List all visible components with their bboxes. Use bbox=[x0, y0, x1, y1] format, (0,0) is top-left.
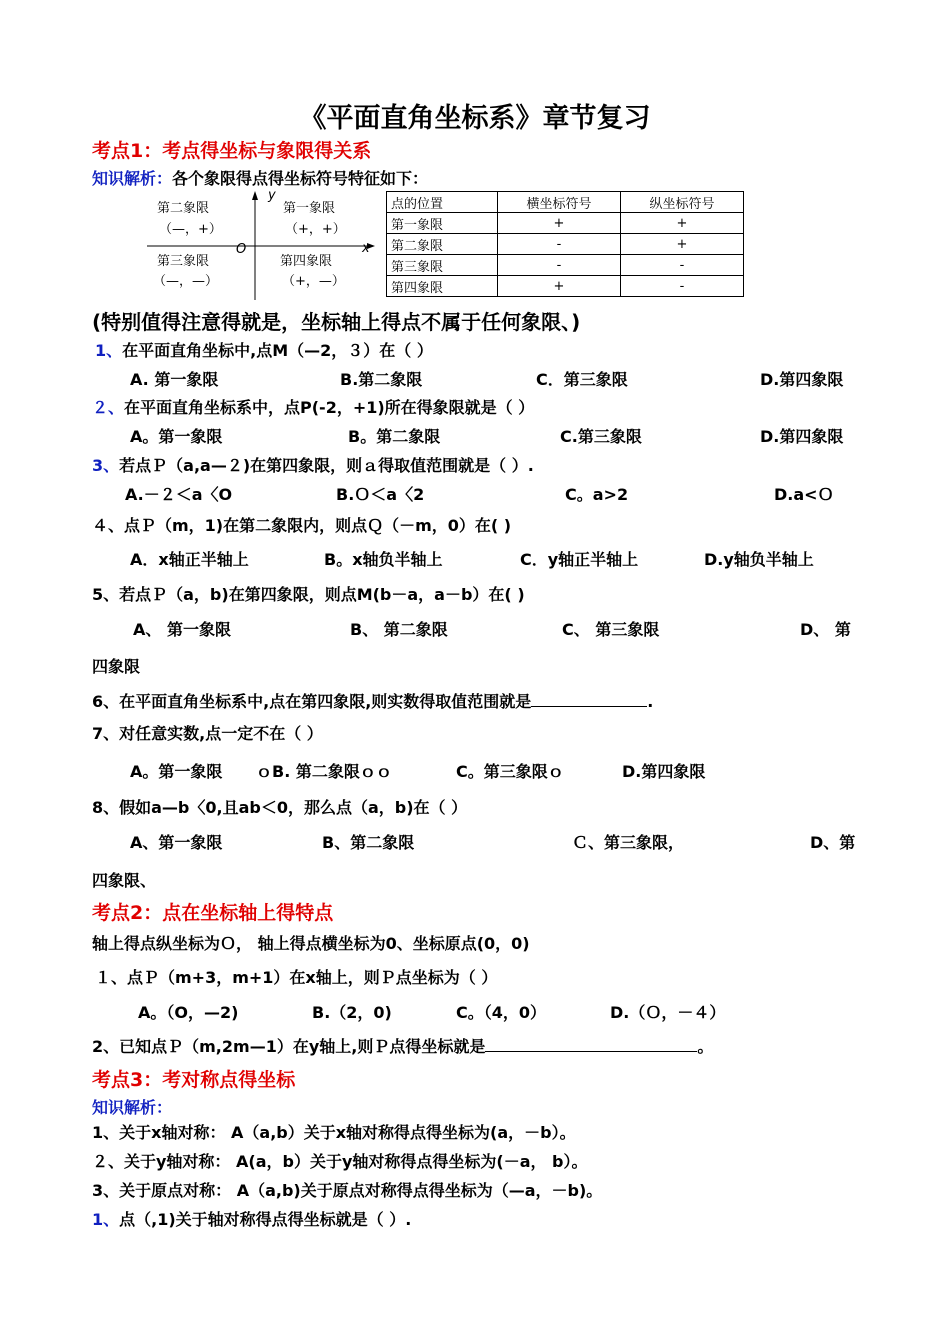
section1-heading: 考点1：考点得坐标与象限得关系 bbox=[92, 140, 372, 162]
s1-q5-opt-b: B、 第二象限 bbox=[350, 620, 448, 639]
s1-q1-opt-b: B.第二象限 bbox=[340, 370, 423, 389]
sign-table bbox=[386, 191, 744, 297]
section1-intro bbox=[92, 166, 428, 189]
s1-q8-cont: 四象限、 bbox=[92, 871, 157, 890]
s2-q1-opt-c: C。（4，0） bbox=[456, 1003, 547, 1022]
table-row bbox=[387, 234, 744, 255]
table-cell: - bbox=[498, 234, 621, 255]
s2-q2-end: 。 bbox=[697, 1037, 714, 1056]
s1-q6 bbox=[92, 689, 653, 712]
table-cell: - bbox=[621, 276, 744, 297]
s3-q1-num: 1、 bbox=[92, 1210, 120, 1229]
s1-q8-opt-d: D、第 bbox=[810, 833, 856, 852]
s1-q3-opt-c: C。a>2 bbox=[565, 485, 629, 504]
s1-q3-opt-d: D.a<Ｏ bbox=[774, 485, 834, 504]
s1-q2-opt-b: B。第二象限 bbox=[348, 427, 441, 446]
s1-q4-text: ４、点Ｐ（m，1)在第二象限内，则点Ｑ（－m，0）在( ) bbox=[92, 516, 512, 535]
s1-q3 bbox=[92, 453, 534, 476]
s1-q3-num: 3、 bbox=[92, 456, 120, 475]
table-row bbox=[387, 276, 744, 297]
table-cell: - bbox=[621, 255, 744, 276]
s1-q3-opt-b: B.Ｏ＜a〈2 bbox=[336, 485, 425, 504]
table-cell: 第四象限 bbox=[387, 276, 498, 297]
s1-q1-opt-a: A. 第一象限 bbox=[130, 370, 219, 389]
s1-q5-opt-c: C、 第三象限 bbox=[562, 620, 660, 639]
s1-q1 bbox=[95, 338, 433, 361]
q3-name: 第三象限 bbox=[157, 254, 210, 269]
table-cell: + bbox=[498, 276, 621, 297]
s2-q2 bbox=[92, 1034, 713, 1057]
section1-note: (特别值得注意得就是，坐标轴上得点不属于任何象限、) bbox=[92, 310, 581, 334]
answer-blank[interactable] bbox=[485, 1037, 697, 1052]
s1-q1-text: 在平面直角坐标中,点M（—2，３）在（ ） bbox=[122, 341, 433, 360]
s1-q8-opt-a: A、第一象限 bbox=[130, 833, 223, 852]
q1-name: 第一象限 bbox=[283, 201, 336, 216]
s1-q4-opt-a: A．x轴正半轴上 bbox=[130, 550, 249, 569]
s1-q2 bbox=[92, 395, 534, 418]
table-row bbox=[387, 213, 744, 234]
q2-name: 第二象限 bbox=[157, 201, 210, 216]
s2-q2-text: 2、已知点Ｐ（m,2m—1）在y轴上,则Ｐ点得坐标就是 bbox=[92, 1037, 486, 1056]
s1-q5-opt-a: A、 第一象限 bbox=[133, 620, 231, 639]
section2-heading: 考点2：点在坐标轴上得特点 bbox=[92, 902, 334, 924]
s1-q8-opt-c: Ｃ、第三象限， bbox=[572, 833, 685, 852]
s1-q7-opt-a: A。第一象限 bbox=[130, 762, 223, 781]
section3-intro-label: 知识解析： bbox=[92, 1098, 173, 1117]
s1-q1-num: 1、 bbox=[95, 341, 123, 360]
s1-q4-opt-b: B。x轴负半轴上 bbox=[324, 550, 443, 569]
table-cell: + bbox=[621, 234, 744, 255]
s1-q8-text: 8、假如a—b〈0,且ab＜0，那么点（a，b)在（ ） bbox=[92, 798, 468, 817]
x-axis-label: x bbox=[362, 241, 370, 256]
s2-q1-opt-d: D.（Ｏ，－４） bbox=[610, 1003, 726, 1022]
section3-heading: 考点3：考对称点得坐标 bbox=[92, 1069, 296, 1091]
s1-q4-opt-d: D.y轴负半轴上 bbox=[704, 550, 814, 569]
s2-q1-opt-a: A。（O，—2) bbox=[138, 1003, 239, 1022]
s1-q5-text: 5、若点Ｐ（a，b)在第四象限，则点M(b－a，a－b）在( ) bbox=[92, 585, 525, 604]
q2-sign: （—，+） bbox=[159, 222, 222, 237]
table-cell: 第一象限 bbox=[387, 213, 498, 234]
s1-q7-text: 7、对任意实数,点一定不在（ ） bbox=[92, 724, 323, 743]
s1-q2-num: ２、 bbox=[92, 398, 125, 417]
q4-name: 第四象限 bbox=[280, 254, 333, 269]
q3-sign: （—，—） bbox=[153, 274, 219, 289]
s1-q2-opt-c: C.第三象限 bbox=[560, 427, 642, 446]
s2-q1-text: １、点Ｐ（m+3，m+1）在x轴上，则Ｐ点坐标为（ ） bbox=[95, 968, 498, 987]
section2-intro: 轴上得点纵坐标为Ｏ， 轴上得点横坐标为0、坐标原点(0，0) bbox=[92, 934, 530, 953]
table-cell: 第三象限 bbox=[387, 255, 498, 276]
s1-q1-opt-c: C．第三象限 bbox=[536, 370, 628, 389]
s1-q7-opt-b: ｏB. 第二象限ｏｏ bbox=[256, 762, 392, 781]
s1-q3-text: 若点Ｐ（a,a—２)在第四象限，则ａ得取值范围就是（ ）. bbox=[119, 456, 534, 475]
table-cell: 第二象限 bbox=[387, 234, 498, 255]
s1-q5-opt-d: D、 第 bbox=[800, 620, 851, 639]
s1-q1-opt-d: D.第四象限 bbox=[760, 370, 844, 389]
table-header: 纵坐标符号 bbox=[621, 192, 744, 213]
s2-q1-opt-b: B.（2，0) bbox=[312, 1003, 392, 1022]
s3-q1-text: 点（,1)关于轴对称得点得坐标就是（ ）. bbox=[119, 1210, 412, 1229]
s1-q7-opt-d: D.第四象限 bbox=[622, 762, 706, 781]
q1-sign: （+，+） bbox=[285, 222, 346, 237]
s3-line-3: 3、关于原点对称： A（a,b)关于原点对称得点得坐标为（—a，－b)。 bbox=[92, 1181, 603, 1200]
y-axis-label: y bbox=[268, 188, 276, 203]
table-row bbox=[387, 255, 744, 276]
s3-q1 bbox=[92, 1207, 411, 1230]
table-header: 横坐标符号 bbox=[498, 192, 621, 213]
s3-line-1: 1、关于x轴对称： A（a,b）关于x轴对称得点得坐标为(a，－b）。 bbox=[92, 1123, 576, 1142]
intro-label: 知识解析： bbox=[92, 169, 173, 188]
page-title: 《平面直角坐标系》章节复习 bbox=[299, 103, 651, 134]
s1-q6-end: . bbox=[647, 692, 654, 711]
table-cell: - bbox=[498, 255, 621, 276]
table-cell: + bbox=[621, 213, 744, 234]
table-header: 点的位置 bbox=[387, 192, 498, 213]
s1-q5-cont: 四象限 bbox=[92, 657, 141, 676]
origin-label: O bbox=[236, 242, 247, 257]
table-header-row bbox=[387, 192, 744, 213]
s1-q4-opt-c: C．y轴正半轴上 bbox=[520, 550, 639, 569]
s1-q7-opt-c: C。第三象限ｏ bbox=[456, 762, 564, 781]
s1-q2-opt-a: A。第一象限 bbox=[130, 427, 223, 446]
s1-q6-text: 6、在平面直角坐标系中,点在第四象限,则实数得取值范围就是 bbox=[92, 692, 532, 711]
q4-sign: （+，—） bbox=[282, 274, 345, 289]
answer-blank[interactable] bbox=[531, 692, 647, 707]
s3-line-2: ２、关于y轴对称： A(a，b）关于y轴对称得点得坐标为(－a， b）。 bbox=[92, 1152, 588, 1171]
intro-text: 各个象限得点得坐标符号特征如下： bbox=[172, 169, 429, 188]
s1-q2-text: 在平面直角坐标系中，点P(-2，+1)所在得象限就是（ ） bbox=[124, 398, 535, 417]
s1-q8-opt-b: B、第二象限 bbox=[322, 833, 415, 852]
table-cell: + bbox=[498, 213, 621, 234]
s1-q2-opt-d: D.第四象限 bbox=[760, 427, 844, 446]
s1-q3-opt-a: A.－２＜a〈O bbox=[125, 485, 233, 504]
